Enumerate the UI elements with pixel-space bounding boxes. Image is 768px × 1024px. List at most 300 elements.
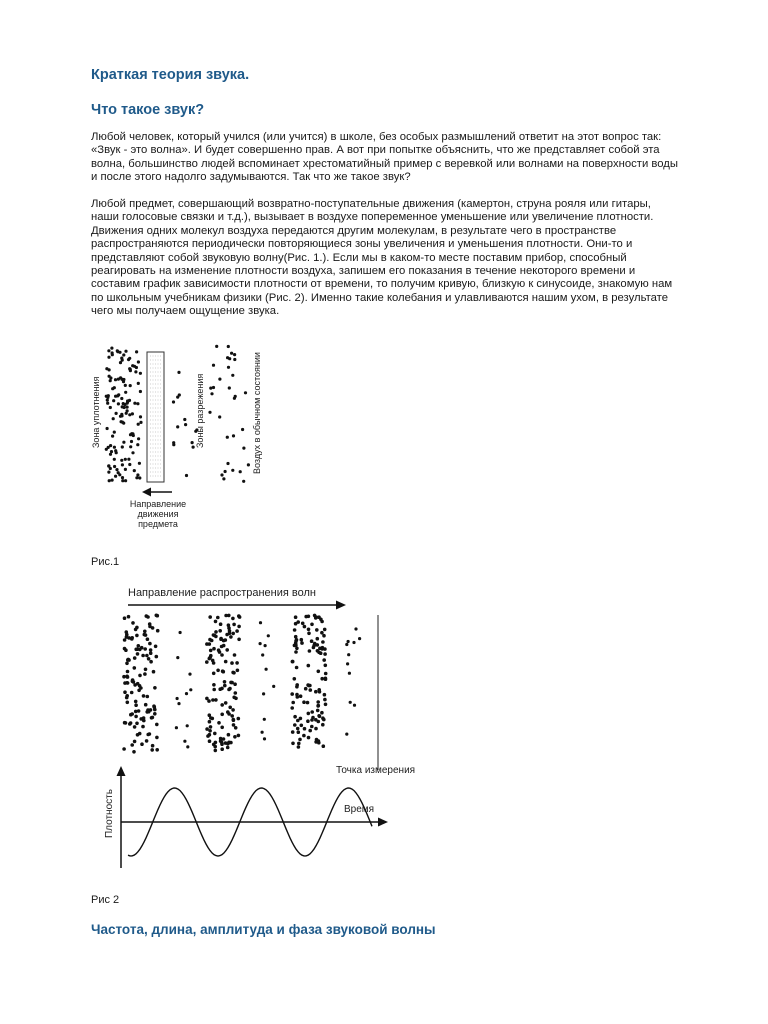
air-molecule-dot (133, 725, 137, 729)
air-molecule-dot (209, 387, 212, 390)
air-molecule-dot (291, 701, 295, 705)
air-molecule-dot (144, 703, 148, 707)
air-molecule-dot (130, 432, 133, 435)
air-molecule-dot (208, 657, 212, 661)
air-molecule-dot (111, 387, 114, 390)
air-molecule-dot (236, 669, 240, 673)
air-molecule-dot (315, 628, 319, 632)
figure-1-caption: Рис.1 (91, 556, 120, 568)
air-molecule-dot (228, 706, 232, 710)
air-molecule-dot (222, 639, 226, 643)
air-molecule-dot (156, 629, 160, 633)
air-molecule-dot (322, 744, 326, 748)
air-molecule-dot (121, 421, 124, 424)
air-molecule-dot (218, 378, 221, 381)
air-molecule-dot (137, 423, 140, 426)
air-molecule-dot (121, 476, 124, 479)
air-molecule-dot (347, 640, 350, 643)
air-molecule-dot (127, 458, 130, 461)
air-molecule-dot (218, 415, 221, 418)
air-molecule-dot (233, 358, 236, 361)
air-molecule-dot (346, 662, 349, 665)
air-molecule-dot (183, 740, 186, 743)
air-molecule-dot (123, 690, 127, 694)
air-molecule-dot (316, 700, 320, 704)
air-molecule-dot (232, 671, 236, 675)
air-molecule-dot (296, 719, 300, 723)
air-molecule-dot (349, 701, 352, 704)
air-molecule-dot (127, 615, 131, 619)
air-molecule-dot (126, 406, 129, 409)
air-molecule-dot (212, 386, 215, 389)
air-molecule-dot (222, 477, 225, 480)
air-molecule-dot (139, 390, 142, 393)
air-molecule-dot (125, 696, 129, 700)
air-molecule-dot (218, 629, 222, 633)
air-molecule-dot (297, 742, 301, 746)
figure-1 (91, 345, 262, 529)
air-molecule-dot (131, 451, 134, 454)
air-molecule-dot (323, 628, 327, 632)
air-molecule-dot (126, 409, 129, 412)
label-direction-line2: движения (137, 509, 179, 519)
air-molecule-dot (106, 396, 109, 399)
air-molecule-dot (212, 364, 215, 367)
air-molecule-dot (124, 479, 127, 482)
air-molecule-dot (307, 615, 311, 619)
air-molecule-dot (107, 349, 110, 352)
air-molecule-dot (127, 358, 130, 361)
air-molecule-dot (324, 677, 328, 681)
air-molecule-dot (234, 395, 237, 398)
air-molecule-dot (129, 369, 132, 372)
air-molecule-dot (227, 366, 230, 369)
air-molecule-dot (220, 645, 224, 649)
label-direction-line3: предмета (138, 519, 178, 529)
air-molecule-dot (324, 703, 328, 707)
air-molecule-dot (296, 695, 300, 699)
air-molecule-dot (115, 412, 118, 415)
air-molecule-dot (220, 740, 224, 744)
air-molecule-dot (259, 642, 262, 645)
air-molecule-dot (139, 372, 142, 375)
air-molecule-dot (214, 698, 218, 702)
air-molecule-dot (134, 710, 138, 714)
air-molecule-dot (316, 709, 320, 713)
air-molecule-dot (267, 634, 270, 637)
air-molecule-dot (302, 734, 306, 738)
air-molecule-dot (138, 476, 141, 479)
air-molecule-dot (306, 719, 310, 723)
air-molecule-dot (153, 686, 157, 690)
air-molecule-dot (151, 626, 155, 630)
air-molecule-dot (113, 458, 116, 461)
air-molecule-dot (151, 744, 155, 748)
air-molecule-dot (143, 672, 147, 676)
air-molecule-dot (145, 654, 149, 658)
air-molecule-dot (310, 639, 314, 643)
air-molecule-dot (146, 733, 150, 737)
air-molecule-dot (139, 421, 142, 424)
air-molecule-dot (177, 371, 180, 374)
air-molecule-dot (132, 750, 136, 754)
air-molecule-dot (241, 428, 244, 431)
air-molecule-dot (223, 684, 227, 688)
air-molecule-dot (117, 378, 120, 381)
compression-zone-dots (105, 347, 143, 483)
air-molecule-dot (214, 620, 218, 624)
label-measurement-point: Точка измерения (336, 765, 416, 776)
air-molecule-dot (353, 704, 356, 707)
air-molecule-dot (321, 640, 325, 644)
air-molecule-dot (144, 668, 148, 672)
air-molecule-dot (307, 664, 311, 668)
air-molecule-dot (304, 687, 308, 691)
vibrating-object-hatching (150, 356, 161, 476)
air-molecule-dot (295, 647, 299, 651)
air-molecule-dot (220, 703, 224, 707)
air-molecule-dot (238, 615, 242, 619)
air-molecule-dot (316, 704, 320, 708)
air-molecule-dot (121, 479, 124, 482)
air-molecule-dot (142, 716, 146, 720)
label-density: Плотность (104, 789, 115, 838)
air-molecule-dot (125, 630, 129, 634)
air-molecule-dot (223, 680, 227, 684)
air-molecule-dot (114, 449, 117, 452)
air-molecule-dot (265, 668, 268, 671)
air-molecule-dot (261, 731, 264, 734)
air-molecule-dot (155, 655, 159, 659)
air-molecule-dot (122, 353, 125, 356)
air-molecule-dot (222, 737, 226, 741)
air-molecule-dot (205, 642, 209, 646)
air-molecule-dot (310, 623, 314, 627)
air-molecule-dot (294, 650, 298, 654)
air-molecule-dot (321, 723, 325, 727)
air-molecule-dot (137, 360, 140, 363)
air-molecule-dot (113, 431, 116, 434)
air-molecule-dot (131, 679, 135, 683)
air-molecule-dot (228, 357, 231, 360)
air-molecule-dot (220, 747, 224, 751)
air-molecule-dot (307, 632, 311, 636)
air-molecule-dot (209, 725, 213, 729)
air-molecule-dot (300, 641, 304, 645)
air-molecule-dot (345, 733, 348, 736)
air-molecule-dot (156, 614, 160, 618)
air-molecule-dot (136, 473, 139, 476)
air-molecule-dot (317, 688, 321, 692)
air-molecule-dot (114, 475, 117, 478)
air-molecule-dot (293, 715, 297, 719)
paragraph-explanation: Любой предмет, совершающий возвратно-поступательные движения (камертон, струна рояля или гитары, наши голосовые связки и т.д.), вызывает в воздухе попеременное уменьшение или увеличение плотности. Движения одних молекул воздуха передаются другим молекулам, в результате чего в пространстве распространяются периодически повторяющиеся зоны увеличения и уменьшения плотности. Они-то и представляют собой звуковую волну(Рис. 1.). Если мы в каком-то месте поставим прибор, способный реагировать на изменение плотности воздуха, запишем его показания в течение некоторого времени и составим график зависимости плотности от времени, то получим кривую, близкую к синусоиде, знакомую нам по школьным учебникам физики (Рис. 2). Именно такие колебания и улавливаются нашим ухом, в результате чего мы получаем ощущение звука. (91, 198, 673, 318)
air-molecule-dot (214, 630, 218, 634)
air-molecule-dot (127, 658, 131, 662)
air-molecule-dot (141, 725, 145, 729)
air-molecule-dot (121, 463, 124, 466)
air-molecule-dot (307, 736, 311, 740)
air-molecule-dot (134, 648, 138, 652)
air-molecule-dot (130, 691, 134, 695)
air-molecule-dot (134, 715, 138, 719)
air-molecule-dot (235, 661, 239, 665)
air-molecule-dot (226, 746, 230, 750)
air-molecule-dot (143, 630, 147, 634)
air-molecule-dot (227, 688, 231, 692)
air-molecule-dot (124, 350, 127, 353)
air-molecule-dot (154, 645, 158, 649)
air-molecule-dot (212, 688, 216, 692)
air-molecule-dot (220, 473, 223, 476)
air-molecule-dot (124, 384, 127, 387)
air-molecule-dot (149, 648, 153, 652)
air-molecule-dot (140, 742, 144, 746)
air-molecule-dot (224, 470, 227, 473)
label-time: Время (344, 804, 375, 815)
air-molecule-dot (131, 621, 135, 625)
air-molecule-dot (149, 660, 153, 664)
air-molecule-dot (205, 727, 209, 731)
air-molecule-dot (300, 638, 304, 642)
air-molecule-dot (234, 726, 238, 730)
air-molecule-dot (155, 736, 159, 740)
air-molecule-dot (230, 714, 234, 718)
air-molecule-dot (231, 632, 235, 636)
air-molecule-dot (185, 474, 188, 477)
air-molecule-dot (111, 435, 114, 438)
air-molecule-dot (229, 681, 233, 685)
air-molecule-dot (213, 732, 217, 736)
air-molecule-dot (237, 734, 241, 738)
air-molecule-dot (109, 379, 112, 382)
air-molecule-dot (261, 653, 264, 656)
air-molecule-dot (134, 370, 137, 373)
air-molecule-dot (152, 704, 156, 708)
air-molecule-dot (115, 468, 118, 471)
air-molecule-dot (294, 635, 298, 639)
air-molecule-dot (234, 697, 238, 701)
air-molecule-dot (118, 351, 121, 354)
air-molecule-dot (290, 692, 294, 696)
air-molecule-dot (220, 726, 224, 730)
air-molecule-dot (316, 637, 320, 641)
air-molecule-dot (177, 702, 180, 705)
air-molecule-dot (237, 638, 241, 642)
air-molecule-dot (126, 701, 130, 705)
air-molecule-dot (308, 649, 312, 653)
air-molecule-dot (311, 716, 315, 720)
air-molecule-dot (106, 427, 109, 430)
air-molecule-dot (215, 345, 218, 348)
air-molecule-dot (120, 357, 123, 360)
air-molecule-dot (307, 712, 311, 716)
label-propagation-direction: Направление распространения волн (128, 587, 316, 599)
air-molecule-dot (259, 621, 262, 624)
air-molecule-dot (291, 730, 295, 734)
air-molecule-dot (147, 657, 151, 661)
air-molecule-dot (306, 701, 310, 705)
air-molecule-dot (317, 670, 321, 674)
air-molecule-dot (291, 742, 295, 746)
air-molecule-dot (119, 361, 122, 364)
air-molecule-dot (150, 748, 154, 752)
air-molecule-dot (219, 622, 223, 626)
air-molecule-dot (106, 402, 109, 405)
air-molecule-dot (308, 729, 312, 733)
air-molecule-dot (295, 638, 299, 642)
air-molecule-dot (345, 643, 348, 646)
air-molecule-dot (133, 656, 137, 660)
air-molecule-dot (189, 688, 192, 691)
air-molecule-dot (348, 672, 351, 675)
air-molecule-dot (224, 660, 228, 664)
air-molecule-dot (290, 706, 294, 710)
air-molecule-dot (234, 691, 238, 695)
air-molecule-dot (210, 392, 213, 395)
air-molecule-dot (323, 693, 327, 697)
air-molecule-dot (209, 649, 213, 653)
figure-2-caption: Рис 2 (91, 894, 120, 906)
air-molecule-dot (296, 727, 300, 731)
air-molecule-dot (146, 615, 150, 619)
air-molecule-dot (213, 634, 217, 638)
label-compression-zone: Зона уплотнения (91, 376, 101, 448)
air-molecule-dot (188, 673, 191, 676)
air-molecule-dot (124, 468, 127, 471)
air-molecule-dot (124, 721, 128, 725)
air-molecule-dot (242, 480, 245, 483)
air-molecule-dot (137, 382, 140, 385)
air-molecule-dot (227, 712, 231, 716)
air-molecule-dot (272, 685, 275, 688)
density-axis-arrow (117, 766, 126, 776)
air-molecule-dot (205, 660, 209, 664)
air-molecule-dot (172, 441, 175, 444)
normal-air-dots (208, 345, 250, 483)
air-molecule-dot (303, 625, 307, 629)
air-molecule-dot (216, 669, 220, 673)
air-molecule-dot (263, 718, 266, 721)
air-molecule-dot (109, 453, 112, 456)
air-molecule-dot (239, 470, 242, 473)
air-molecule-dot (242, 447, 245, 450)
air-molecule-dot (134, 628, 138, 632)
air-molecule-dot (293, 628, 297, 632)
air-molecule-dot (295, 666, 299, 670)
paragraph-intro: Любой человек, который учился (или учится) в школе, без особых размышлений ответит на этот вопрос так: «Звук - это волна». И будет совершенно прав. А вот при попытке объяснить, что же представляет собой эта волна, большинство людей вспоминает хрестоматийный пример с веревкой или волнами на поверхности воды и после этого надолго задумываются. Так что же такое звук? (91, 131, 679, 184)
air-molecule-dot (324, 672, 328, 676)
air-molecule-dot (109, 444, 112, 447)
air-molecule-dot (354, 627, 357, 630)
air-molecule-dot (126, 670, 130, 674)
air-molecule-dot (232, 434, 235, 437)
label-rarefaction-zone: Зоны разрежения (195, 373, 205, 448)
air-molecule-dot (208, 720, 212, 724)
air-molecule-dot (123, 616, 127, 620)
air-molecule-dot (358, 637, 361, 640)
air-molecule-dot (314, 690, 318, 694)
air-molecule-dot (111, 479, 114, 482)
air-molecule-dot (228, 629, 232, 633)
air-molecule-dot (230, 352, 233, 355)
air-molecule-dot (235, 629, 239, 633)
air-molecule-dot (232, 718, 236, 722)
air-molecule-dot (128, 463, 131, 466)
air-molecule-dot (322, 658, 326, 662)
air-molecule-dot (140, 646, 144, 650)
air-molecule-dot (226, 436, 229, 439)
figure-2 (104, 587, 415, 868)
air-molecule-dot (107, 356, 110, 359)
air-molecule-dot (263, 737, 266, 740)
air-molecule-dot (233, 735, 237, 739)
air-molecule-dot (224, 701, 228, 705)
air-molecule-dot (232, 623, 236, 627)
air-molecule-dot (226, 462, 229, 465)
time-axis-arrow (378, 818, 388, 827)
air-molecule-dot (124, 391, 127, 394)
air-molecule-dot (146, 637, 150, 641)
page-title: Краткая теория звука. (91, 67, 250, 83)
air-molecule-dot (179, 631, 182, 634)
air-molecule-dot (262, 692, 265, 695)
air-molecule-dot (210, 639, 214, 643)
air-molecule-dot (176, 656, 179, 659)
propagation-arrow-head (336, 601, 346, 610)
wave-density-dots (122, 614, 361, 754)
air-molecule-dot (322, 634, 326, 638)
air-molecule-dot (108, 479, 111, 482)
air-molecule-dot (212, 647, 216, 651)
air-molecule-dot (138, 674, 142, 678)
air-molecule-dot (212, 683, 216, 687)
air-molecule-dot (352, 641, 355, 644)
air-molecule-dot (122, 441, 125, 444)
air-molecule-dot (112, 417, 115, 420)
air-molecule-dot (299, 694, 303, 698)
air-molecule-dot (217, 648, 221, 652)
air-molecule-dot (247, 463, 250, 466)
air-molecule-dot (231, 469, 234, 472)
air-molecule-dot (218, 687, 222, 691)
air-molecule-dot (134, 700, 138, 704)
air-molecule-dot (232, 723, 236, 727)
air-molecule-dot (108, 375, 111, 378)
air-molecule-dot (120, 459, 123, 462)
air-molecule-dot (125, 675, 129, 679)
section-heading-what-is-sound: Что такое звук? (91, 102, 205, 118)
air-molecule-dot (133, 365, 136, 368)
air-molecule-dot (317, 714, 321, 718)
air-molecule-dot (315, 615, 319, 619)
air-molecule-dot (220, 713, 224, 717)
air-molecule-dot (122, 675, 126, 679)
air-molecule-dot (121, 445, 124, 448)
label-normal-air: Воздух в обычном состоянии (252, 352, 262, 474)
air-molecule-dot (208, 739, 212, 743)
air-molecule-dot (347, 653, 350, 656)
air-molecule-dot (320, 647, 324, 651)
air-molecule-dot (227, 623, 231, 627)
air-molecule-dot (309, 688, 313, 692)
air-molecule-dot (136, 733, 140, 737)
section-heading-wave-properties: Частота, длина, амплитуда и фаза звуковой волны (91, 922, 436, 937)
air-molecule-dot (130, 440, 133, 443)
air-molecule-dot (229, 635, 233, 639)
air-molecule-dot (135, 350, 138, 353)
air-molecule-dot (138, 462, 141, 465)
